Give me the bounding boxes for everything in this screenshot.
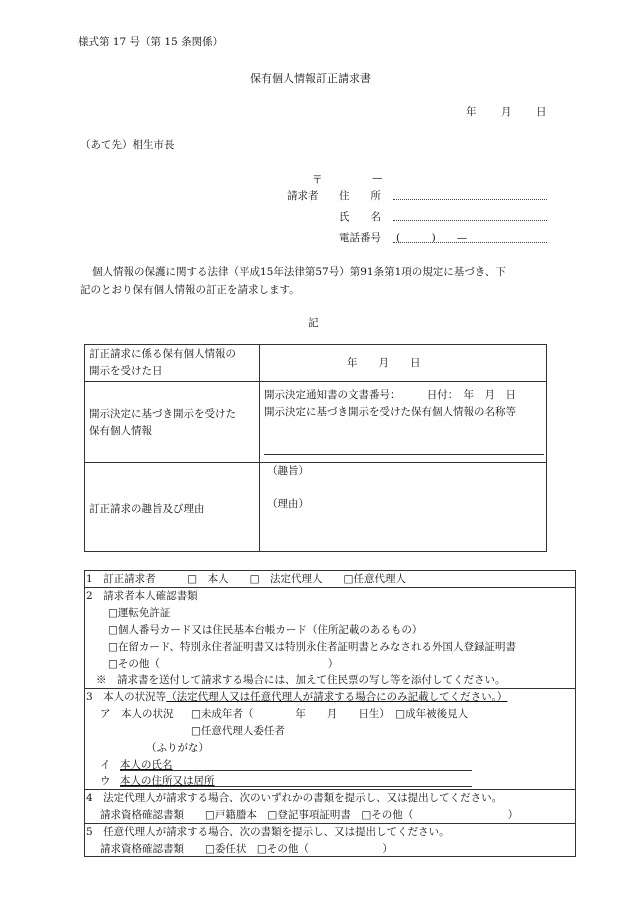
disclosure-date-label-2: 開示を受けた日: [89, 365, 163, 377]
body-text-line-1: 個人情報の保護に関する法律（平成15年法律第57号）第91条第1項の規定に基づき、下: [92, 266, 506, 278]
principal-name-marker: イ: [100, 759, 111, 771]
section-3-title-note: （法定代理人又は任意代理人が請求する場合にのみ記載してください。）: [166, 691, 508, 703]
date-year: 年: [466, 106, 477, 118]
voluntary-agent-documents[interactable]: 請求資格確認書類 □委任状 □その他（ ）: [100, 843, 393, 855]
section-4-title: 4 法定代理人が請求する場合、次のいずれかの書類を提示し、又は提出してください。: [86, 792, 503, 804]
table-row-line: [84, 462, 547, 463]
principal-address-marker: ウ: [100, 775, 111, 787]
notice-number-line[interactable]: 開示決定通知書の文書番号： 日付： 年 月 日: [264, 389, 516, 401]
furigana-label: （ふりがな）: [146, 742, 209, 754]
page-title: 保有個人情報訂正請求書: [250, 72, 371, 85]
postal-dash: —: [372, 172, 383, 184]
date-day: 日: [536, 106, 547, 118]
principal-status-delegator[interactable]: □任意代理人委任者: [191, 725, 285, 737]
name-field[interactable]: [393, 220, 547, 221]
id-option-mynumber[interactable]: □個人番号カード又は住民基本台帳カード（住所記載のあるもの）: [108, 624, 423, 636]
date-month: 月: [501, 106, 512, 118]
name-label: 氏 名: [339, 211, 381, 223]
postal-mark: 〒: [312, 174, 323, 186]
principal-status-label: ア 本人の状況: [100, 708, 174, 720]
purpose-label[interactable]: （趣旨）: [267, 465, 309, 477]
principal-name-field[interactable]: [120, 770, 472, 771]
principal-status-options[interactable]: □未成年者（ 年 月 日生） □成年被後見人: [191, 708, 469, 720]
address-field[interactable]: [393, 199, 547, 200]
section-1-requester-type[interactable]: 1 訂正請求者 □ 本人 □ 法定代理人 □任意代理人: [86, 573, 406, 585]
correction-purpose-reason-label: 訂正請求の趣旨及び理由: [89, 503, 205, 515]
table-divider: [259, 344, 260, 552]
addressee: （あて先）相生市長: [80, 139, 175, 151]
id-option-other[interactable]: □その他（ ）: [108, 658, 339, 670]
section-2-title: 2 請求者本人確認書類: [86, 590, 198, 602]
disclosed-info-label-1: 開示決定に基づき開示を受けた: [89, 408, 236, 420]
address-label: 住 所: [339, 190, 381, 202]
disclosure-date-label-1: 訂正請求に係る保有個人情報の: [89, 348, 236, 360]
id-option-license[interactable]: □運転免許証: [108, 607, 171, 619]
reason-label[interactable]: （理由）: [267, 498, 309, 510]
body-text-line-2: 記のとおり保有個人情報の訂正を請求します。: [80, 284, 300, 296]
legal-agent-documents[interactable]: 請求資格確認書類 □戸籍謄本 □登記事項証明書 □その他（ ）: [100, 809, 519, 821]
principal-address-field[interactable]: [120, 786, 472, 787]
table-row-line: [84, 381, 547, 382]
disclosed-info-name-label: 開示決定に基づき開示を受けた保有個人情報の名称等: [264, 406, 516, 418]
ki-heading: 記: [308, 317, 319, 329]
phone-format: ( ) —: [396, 232, 468, 244]
phone-label: 電話番号: [339, 232, 381, 244]
form-number: 様式第 17 号（第 15 条関係）: [78, 36, 224, 48]
section-5-title: 5 任意代理人が請求する場合、次の書類を提示し、又は提出してください。: [86, 826, 450, 838]
requester-label: 請求者: [287, 190, 319, 202]
phone-field[interactable]: [393, 242, 547, 243]
disclosure-date-value[interactable]: 年 月 日: [347, 357, 421, 369]
principal-name-label: 本人の氏名: [120, 759, 173, 771]
disclosed-info-name-field[interactable]: [264, 454, 544, 455]
disclosed-info-label-2: 保有個人情報: [89, 425, 152, 437]
section-3-title-main: 3 本人の状況等: [86, 691, 167, 703]
section-3-title: [86, 688, 507, 706]
id-note: ※ 請求書を送付して請求する場合には、加えて住民票の写し等を添付してください。: [96, 674, 506, 686]
principal-address-label: 本人の住所又は居所: [120, 775, 215, 787]
id-option-residence-card[interactable]: □在留カード、特別永住者証明書又は特別永住者証明書とみなされる外国人登録証明書: [108, 641, 516, 653]
